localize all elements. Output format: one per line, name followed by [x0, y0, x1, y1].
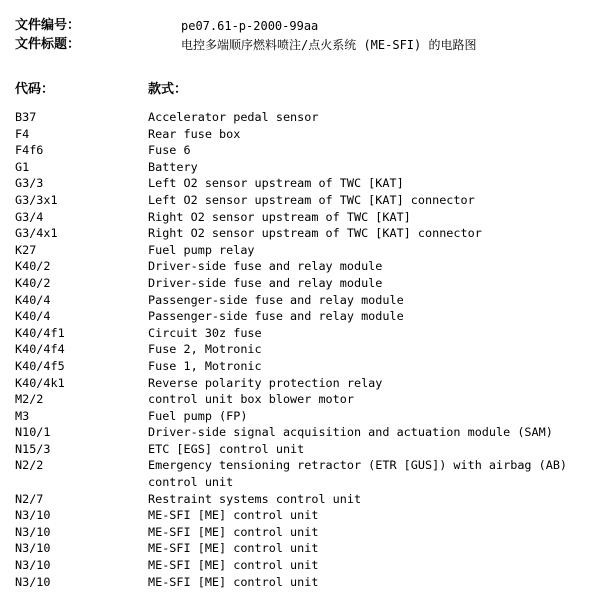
- component-description: ME-SFI [ME] control unit: [148, 574, 319, 589]
- list-item: [15, 192, 601, 209]
- component-description: Right O2 sensor upstream of TWC [KAT] connector: [148, 226, 482, 241]
- component-code: N3/10: [15, 541, 51, 556]
- component-description: Rear fuse box: [148, 126, 241, 141]
- component-code: M2/2: [15, 392, 44, 407]
- component-description: control unit box blower motor: [148, 392, 354, 407]
- component-code: N3/10: [15, 524, 51, 539]
- list-item: [15, 275, 601, 292]
- component-description: Restraint systems control unit: [148, 491, 362, 506]
- component-description: Passenger-side fuse and relay module: [148, 292, 404, 307]
- component-code: K40/4: [15, 292, 51, 307]
- list-item: [15, 175, 601, 192]
- component-code: N2/7: [15, 491, 44, 506]
- component-description: Fuel pump (FP): [148, 408, 248, 423]
- list-item: [15, 408, 601, 425]
- component-description: Fuel pump relay: [148, 242, 255, 257]
- component-code: K40/4f4: [15, 342, 65, 357]
- component-code: G3/3x1: [15, 192, 58, 207]
- list-item: [15, 358, 601, 375]
- component-code: K40/2: [15, 259, 51, 274]
- component-code: K40/4f1: [15, 325, 65, 340]
- doc-number-label: 文件编号：: [15, 18, 81, 33]
- column-headers: [15, 82, 601, 102]
- component-code: B37: [15, 110, 37, 124]
- component-description: Reverse polarity protection relay: [148, 375, 383, 390]
- component-code: M3: [15, 408, 30, 423]
- list-item: [15, 491, 601, 508]
- component-code: N3/10: [15, 574, 51, 589]
- component-code: G1: [15, 159, 30, 174]
- component-description: Left O2 sensor upstream of TWC [KAT] connector: [148, 192, 475, 207]
- component-description: Fuse 1, Motronic: [148, 358, 262, 373]
- component-description: ME-SFI [ME] control unit: [148, 541, 319, 556]
- list-item: [15, 258, 601, 275]
- component-description: Fuse 2, Motronic: [148, 342, 262, 357]
- list-item: [15, 524, 601, 541]
- list-item: [15, 341, 601, 358]
- list-item: [15, 325, 601, 342]
- component-code: K40/4k1: [15, 375, 65, 390]
- list-item: [15, 308, 601, 325]
- component-code: N3/10: [15, 558, 51, 573]
- doc-title-value: 电控多端顺序燃料喷注/点火系统 (ME-SFI) 的电路图: [181, 38, 477, 52]
- doc-number-row: [15, 18, 601, 37]
- component-description: ETC [EGS] control unit: [148, 441, 305, 456]
- component-code: G3/4: [15, 209, 44, 224]
- list-item: [15, 292, 601, 309]
- list-item: [15, 225, 601, 242]
- component-description: Circuit 30z fuse: [148, 325, 262, 340]
- list-item: [15, 540, 601, 557]
- doc-number-value: pe07.61-p-2000-99aa: [181, 19, 319, 33]
- component-code: K27: [15, 242, 37, 257]
- description-column-header: 款式：: [148, 82, 188, 97]
- component-description: Driver-side fuse and relay module: [148, 275, 383, 290]
- list-item: [15, 457, 601, 490]
- component-code: F4: [15, 126, 30, 141]
- doc-title-label: 文件标题：: [15, 37, 81, 52]
- list-item: [15, 507, 601, 524]
- list-item: [15, 424, 601, 441]
- component-description: ME-SFI [ME] control unit: [148, 508, 319, 523]
- component-code: G3/3: [15, 176, 44, 191]
- component-list: [15, 109, 601, 590]
- list-item: [15, 209, 601, 226]
- component-code: G3/4x1: [15, 226, 58, 241]
- list-item: [15, 142, 601, 159]
- component-description: Right O2 sensor upstream of TWC [KAT]: [148, 209, 411, 224]
- component-code: N3/10: [15, 508, 51, 523]
- component-code: F4f6: [15, 143, 44, 158]
- list-item: [15, 159, 601, 176]
- component-description: Accelerator pedal sensor: [148, 110, 319, 124]
- component-description: Driver-side fuse and relay module: [148, 259, 383, 274]
- component-description: Emergency tensioning retractor (ETR [GUS]) with airbag (AB) control unit: [148, 458, 568, 490]
- doc-title-row: [15, 37, 601, 56]
- list-item: [15, 574, 601, 591]
- code-column-header: 代码：: [15, 82, 55, 97]
- component-description: Fuse 6: [148, 143, 191, 158]
- component-description: Driver-side signal acquisition and actuation module (SAM): [148, 425, 553, 440]
- list-item: [15, 109, 601, 126]
- list-item: [15, 242, 601, 259]
- list-item: [15, 126, 601, 143]
- component-description: ME-SFI [ME] control unit: [148, 524, 319, 539]
- document: [15, 18, 601, 590]
- component-code: K40/2: [15, 275, 51, 290]
- list-item: [15, 441, 601, 458]
- component-code: K40/4f5: [15, 358, 65, 373]
- list-item: [15, 391, 601, 408]
- component-code: N15/3: [15, 441, 51, 456]
- component-description: ME-SFI [ME] control unit: [148, 558, 319, 573]
- list-item: [15, 557, 601, 574]
- component-code: K40/4: [15, 309, 51, 324]
- component-description: Battery: [148, 159, 198, 174]
- component-code: N2/2: [15, 458, 44, 473]
- list-item: [15, 375, 601, 392]
- component-description: Passenger-side fuse and relay module: [148, 309, 404, 324]
- component-code: N10/1: [15, 425, 51, 440]
- component-description: Left O2 sensor upstream of TWC [KAT]: [148, 176, 404, 191]
